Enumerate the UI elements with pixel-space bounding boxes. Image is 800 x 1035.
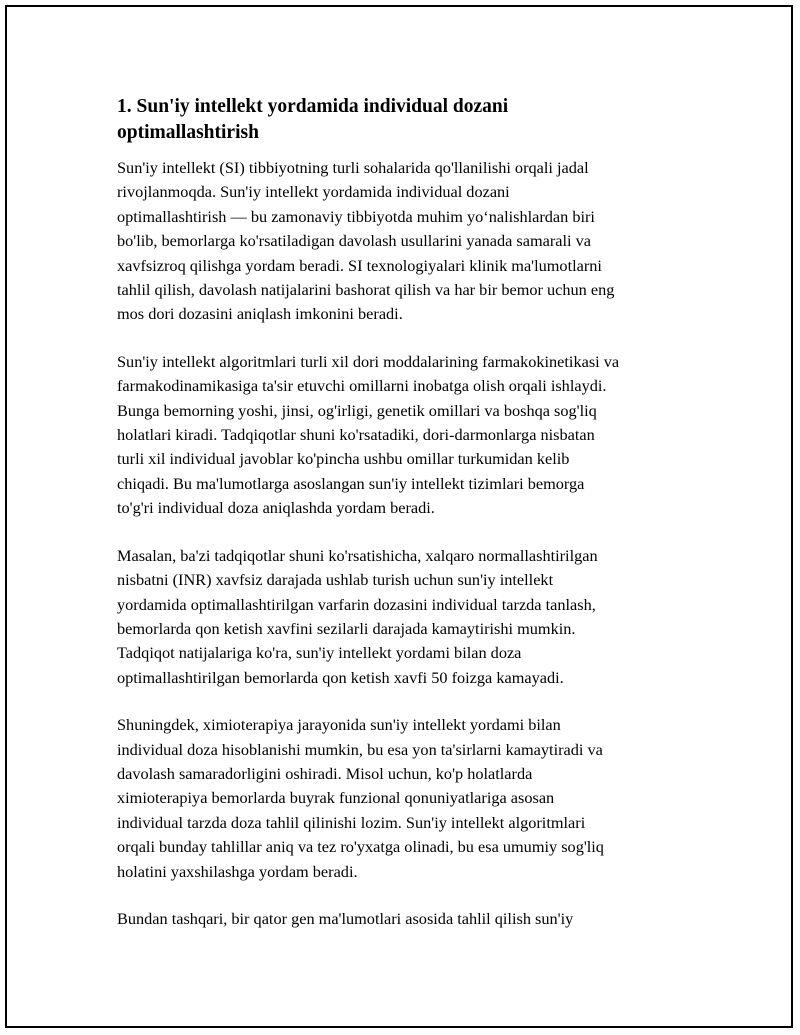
text-line: bo'lib, bemorlarga ko'rsatiladigan davolash usullarini yanada samarali va (117, 231, 591, 251)
text-line: holatini yaxshilashga yordam beradi. (117, 861, 358, 881)
text-line: tahlil qilish, davolash natijalarini bashorat qilish va har bir bemor uchun eng (117, 280, 615, 300)
text-line: Shuningdek, ximioterapiya jarayonida sun'iy intellekt yordami bilan (117, 715, 561, 735)
text-line: individual tarzda doza tahlil qilinishi lozim. Sun'iy intellekt algoritmlari (117, 812, 586, 832)
text-line: nisbatni (INR) xavfsiz darajada ushlab turish uchun sun'iy intellekt (117, 570, 554, 590)
text-line: optimallashtirilgan bemorlarda qon ketish xavfi 50 foizga kamayadi. (117, 667, 564, 687)
document-body (117, 94, 689, 954)
text-line: chiqadi. Bu ma'lumotlarga asoslangan sun'iy intellekt tizimlari bemorga (117, 473, 585, 493)
text-line: bemorlarda qon ketish xavfini sezilarli darajada kamaytirishi mumkin. (117, 618, 576, 638)
text-line: Bunga bemorning yoshi, jinsi, og'irligi, genetik omillari va boshqa sog'liq (117, 400, 597, 420)
heading-line: optimallashtirish (117, 121, 259, 143)
paragraph-warfarin-example (117, 544, 689, 690)
text-line: mos dori dozasini aniqlash imkonini beradi. (117, 304, 403, 324)
text-line: farmakodinamikasiga ta'sir etuvchi omillarni inobatga olish orqali ishlaydi. (117, 376, 607, 396)
text-line: holatlari kiradi. Tadqiqotlar shuni ko'rsatadiki, dori-darmonlarga nisbatan (117, 425, 595, 445)
text-line: turli xil individual javoblar ko'pincha ushbu omillar turkumidan kelib (117, 449, 570, 469)
paragraph-chemotherapy (117, 713, 689, 884)
paragraph-genetics (117, 907, 689, 931)
text-line: Tadqiqot natijalariga ko'ra, sun'iy intellekt yordami bilan doza (117, 643, 522, 663)
section-heading (117, 94, 689, 145)
paragraph-intro (117, 156, 689, 327)
text-line: individual doza hisoblanishi mumkin, bu esa yon ta'sirlarni kamaytiradi va (117, 739, 603, 759)
paragraph-algorithms (117, 350, 689, 521)
text-line: optimallashtirish — bu zamonaviy tibbiyotda muhim yo‘nalishlardan biri (117, 206, 595, 226)
text-line: Masalan, ba'zi tadqiqotlar shuni ko'rsatishicha, xalqaro normallashtirilgan (117, 545, 598, 565)
heading-line: 1. Sun'iy intellekt yordamida individual dozani (117, 96, 509, 117)
text-line: rivojlanmoqda. Sun'iy intellekt yordamida individual dozani (117, 182, 510, 202)
text-line: Bundan tashqari, bir qator gen ma'lumotlari asosida tahlil qilish sun'iy (117, 908, 574, 928)
text-line: orqali bunday tahlillar aniq va tez ro'yxatga olinadi, bu esa umumiy sog'liq (117, 837, 604, 857)
text-line: Sun'iy intellekt algoritmlari turli xil dori moddalarining farmakokinetikasi va (117, 351, 620, 371)
text-line: davolash samaradorligini oshiradi. Misol uchun, ko'p holatlarda (117, 763, 533, 783)
text-line: xavfsizroq qilishga yordam beradi. SI texnologiyalari klinik ma'lumotlarni (117, 255, 602, 275)
text-line: to'g'ri individual doza aniqlashda yordam beradi. (117, 498, 435, 518)
text-line: ximioterapiya bemorlarda buyrak funzional qonuniyatlariga asosan (117, 788, 555, 808)
text-line: yordamida optimallashtirilgan varfarin dozasini individual tarzda tanlash, (117, 594, 596, 614)
text-line: Sun'iy intellekt (SI) tibbiyotning turli sohalarida qo'llanilishi orqali jadal (117, 158, 589, 177)
